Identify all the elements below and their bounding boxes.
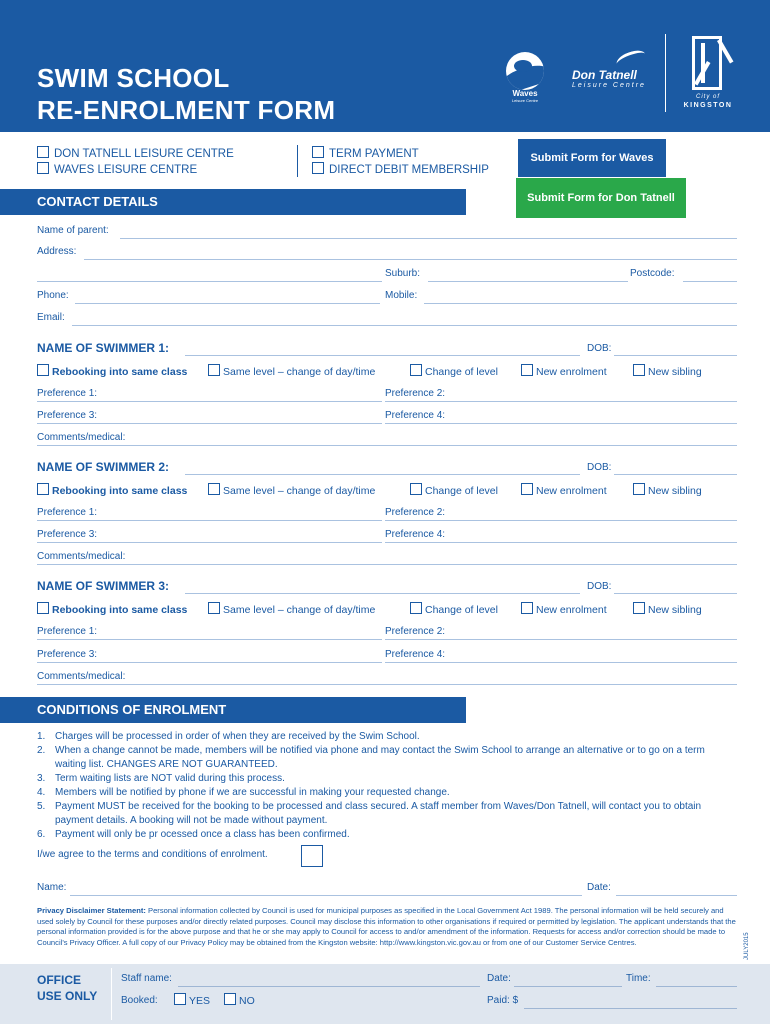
option-label: WAVES LEISURE CENTRE — [54, 164, 198, 176]
name-of-parent-field[interactable] — [120, 238, 737, 239]
kingston-name: KINGSTON — [683, 102, 733, 109]
swimmer-2-title: NAME OF SWIMMER 2: — [37, 460, 169, 474]
suburb-label: Suburb: — [385, 268, 421, 279]
mobile-field[interactable] — [424, 303, 737, 304]
checkbox[interactable] — [224, 993, 236, 1005]
swimmer-2-comments-label: Comments/medical: — [37, 551, 126, 562]
swimmer-3-pref1-field[interactable] — [37, 639, 382, 640]
swimmer-1-pref2-field[interactable] — [385, 401, 737, 402]
condition-item: 4. Members will be notified by phone if we are successful in making your requested change. — [37, 787, 450, 798]
signoff-date-field[interactable] — [616, 895, 737, 896]
checkbox[interactable] — [174, 993, 186, 1005]
submit-don-tatnell-button[interactable]: Submit Form for Don Tatnell — [516, 178, 686, 218]
swimmer-1-same-level[interactable]: Same level – change of day/time — [208, 364, 375, 378]
swimmer-1-dob-field[interactable] — [614, 355, 737, 356]
swimmer-3-comments-field[interactable] — [37, 684, 737, 685]
postcode-label: Postcode: — [630, 268, 675, 279]
form-title — [37, 62, 335, 126]
swimmer-1-pref4-field[interactable] — [385, 423, 737, 424]
swimmer-2-pref3-field[interactable] — [37, 542, 382, 543]
kingston-k-icon — [692, 36, 722, 90]
swimmer-3-pref4-label: Preference 4: — [385, 649, 446, 660]
form-version-date: JULY2015 — [744, 932, 750, 960]
checkbox[interactable] — [521, 602, 533, 614]
booked-no[interactable]: NO — [224, 993, 255, 1007]
office-use-title: OFFICE USE ONLY — [37, 973, 98, 1003]
privacy-text: Personal information collected by Council is used for municipal purposes as specified in the Local Government Act 1989. The personal information will be held securely and used solely by Council for these purposes and/or directly related purposes. Council may disclose this information to other organisations if required or permitted by legislation. The applicant understands that the personal information provided is for the above purpose and that he or she may apply to Council for access to and/or amendment of the information. Requests for access and/or correction should be made to Council's Privacy Officer. A full copy of our Privacy Policy may be obtained from the Kingston website: http://www.kingston.vic.gov.au or from one of our Customer Service Centres. — [37, 906, 736, 947]
swimmer-1-new-enrolment[interactable]: New enrolment — [521, 364, 607, 378]
swimmer-1-comments-field[interactable] — [37, 445, 737, 446]
email-label: Email: — [37, 312, 65, 323]
option-direct-debit[interactable] — [312, 162, 489, 176]
logo-divider — [665, 34, 666, 112]
don-tatnell-logo — [568, 52, 654, 92]
swimmer-2-pref3-label: Preference 3: — [37, 529, 98, 540]
swimmer-3-new-sibling[interactable]: New sibling — [633, 602, 702, 616]
swimmer-1-pref1-label: Preference 1: — [37, 388, 98, 399]
contact-details-heading: CONTACT DETAILS — [0, 189, 466, 215]
signoff-date-label: Date: — [587, 882, 611, 893]
checkbox[interactable] — [37, 602, 49, 614]
checkbox[interactable] — [410, 364, 422, 376]
swimmer-2-same-level[interactable]: Same level – change of day/time — [208, 483, 375, 497]
paid-label: Paid: $ — [487, 995, 519, 1006]
postcode-field[interactable] — [683, 281, 737, 282]
swimmer-3-new-enrolment[interactable]: New enrolment — [521, 602, 607, 616]
condition-item: 6. Payment will only be pr ocessed once a class has been confirmed. — [37, 829, 350, 840]
form-title-line1: SWIM SCHOOL — [37, 63, 230, 93]
checkbox[interactable] — [410, 483, 422, 495]
office-time-label: Time: — [626, 973, 651, 984]
option-waves[interactable] — [37, 162, 197, 176]
checkbox[interactable] — [208, 602, 220, 614]
signoff-name-label: Name: — [37, 882, 67, 893]
swimmer-2-new-enrolment[interactable]: New enrolment — [521, 483, 607, 497]
booked-label: Booked: — [121, 995, 158, 1006]
swimmer-3-dob-field[interactable] — [614, 593, 737, 594]
address-field[interactable] — [84, 259, 737, 260]
suburb-field[interactable] — [428, 281, 628, 282]
option-label: TERM PAYMENT — [329, 148, 419, 160]
paid-field[interactable] — [524, 1008, 737, 1009]
conditions-heading: CONDITIONS OF ENROLMENT — [0, 697, 466, 723]
swimmer-2-rebooking[interactable]: Rebooking into same class — [37, 483, 187, 497]
swimmer-2-pref4-label: Preference 4: — [385, 529, 446, 540]
swimmer-3-pref3-label: Preference 3: — [37, 649, 98, 660]
agree-terms-label: I/we agree to the terms and conditions of enrolment. — [37, 849, 268, 860]
swimmer-1-pref4-label: Preference 4: — [385, 410, 446, 421]
options-divider — [297, 145, 298, 177]
address-line2-field[interactable] — [37, 281, 382, 282]
checkbox[interactable] — [521, 483, 533, 495]
swimmer-2-pref2-label: Preference 2: — [385, 507, 446, 518]
swimmer-3-change-level[interactable]: Change of level — [410, 602, 498, 616]
phone-label: Phone: — [37, 290, 69, 301]
checkbox[interactable] — [37, 483, 49, 495]
swimmer-3-rebooking[interactable]: Rebooking into same class — [37, 602, 187, 616]
name-of-parent-label: Name of parent: — [37, 225, 109, 236]
booked-yes[interactable]: YES — [174, 993, 210, 1007]
swimmer-1-new-sibling[interactable]: New sibling — [633, 364, 702, 378]
swimmer-2-pref4-field[interactable] — [385, 542, 737, 543]
privacy-label: Privacy Disclaimer Statement: — [37, 906, 146, 915]
email-field[interactable] — [72, 325, 737, 326]
swimmer-3-name-field[interactable] — [185, 593, 580, 594]
office-use-panel — [0, 964, 770, 1024]
swimmer-3-same-level[interactable]: Same level – change of day/time — [208, 602, 375, 616]
don-tatnell-logo-text: Don Tatnell — [572, 68, 637, 82]
swimmer-2-pref1-field[interactable] — [37, 520, 382, 521]
checkbox[interactable] — [633, 364, 645, 376]
option-term-payment[interactable] — [312, 146, 419, 160]
checkbox[interactable] — [633, 602, 645, 614]
swimmer-3-title: NAME OF SWIMMER 3: — [37, 579, 169, 593]
condition-item: 5. Payment MUST be received for the booking to be processed and class secured. A staff member from Waves/Don Tatnell, will contact you to obtain payment details. A booking will not be made without payment. — [37, 801, 702, 826]
swimmer-2-name-field[interactable] — [185, 474, 580, 475]
kingston-logo — [682, 36, 734, 114]
swimmer-1-pref1-field[interactable] — [37, 401, 382, 402]
option-label: DIRECT DEBIT MEMBERSHIP — [329, 164, 489, 176]
swimmer-1-pref2-label: Preference 2: — [385, 388, 446, 399]
checkbox[interactable] — [521, 364, 533, 376]
swimmer-2-pref1-label: Preference 1: — [37, 507, 98, 518]
staff-name-field[interactable] — [178, 986, 480, 987]
swimmer-3-pref3-field[interactable] — [37, 662, 382, 663]
waves-wave-icon — [506, 52, 544, 90]
don-tatnell-logo-subtext: Leisure Centre — [572, 82, 646, 89]
swimmer-1-change-level[interactable]: Change of level — [410, 364, 498, 378]
staff-name-label: Staff name: — [121, 973, 172, 984]
swimmer-2-pref2-field[interactable] — [385, 520, 737, 521]
swimmer-2-change-level[interactable]: Change of level — [410, 483, 498, 497]
swimmer-1-pref3-field[interactable] — [37, 423, 382, 424]
office-date-label: Date: — [487, 973, 511, 984]
swimmer-1-dob-label: DOB: — [587, 343, 612, 354]
form-header — [0, 0, 770, 132]
checkbox[interactable] — [37, 146, 49, 158]
submit-waves-button[interactable]: Submit Form for Waves — [518, 139, 666, 177]
agree-terms-checkbox[interactable] — [301, 845, 323, 867]
checkbox[interactable] — [633, 483, 645, 495]
checkbox[interactable] — [208, 483, 220, 495]
swimmer-3-pref2-label: Preference 2: — [385, 626, 446, 637]
swimmer-1-title: NAME OF SWIMMER 1: — [37, 341, 169, 355]
form-title-line2: RE-ENROLMENT FORM — [37, 95, 336, 125]
office-date-field[interactable] — [514, 986, 622, 987]
checkbox[interactable] — [312, 162, 324, 174]
checkbox[interactable] — [312, 146, 324, 158]
checkbox[interactable] — [37, 162, 49, 174]
swimmer-1-comments-label: Comments/medical: — [37, 432, 126, 443]
phone-field[interactable] — [75, 303, 380, 304]
waves-logo — [502, 52, 548, 102]
option-don-tatnell[interactable] — [37, 146, 234, 160]
waves-logo-text: Waves — [512, 89, 538, 98]
swimmer-2-new-sibling[interactable]: New sibling — [633, 483, 702, 497]
swimmer-3-comments-label: Comments/medical: — [37, 671, 126, 682]
checkbox[interactable] — [208, 364, 220, 376]
option-label: DON TATNELL LEISURE CENTRE — [54, 148, 234, 160]
privacy-statement — [37, 906, 737, 948]
office-time-field[interactable] — [656, 986, 737, 987]
swimmer-1-pref3-label: Preference 3: — [37, 410, 98, 421]
swimmer-2-dob-label: DOB: — [587, 462, 612, 473]
address-label: Address: — [37, 246, 77, 257]
swimmer-1-name-field[interactable] — [185, 355, 580, 356]
swimmer-1-rebooking[interactable]: Rebooking into same class — [37, 364, 187, 378]
waves-logo-subtext: Leisure Centre — [511, 98, 539, 103]
checkbox[interactable] — [37, 364, 49, 376]
checkbox[interactable] — [410, 602, 422, 614]
condition-item: 2. When a change cannot be made, members will be notified via phone and may contact the Swim School to arrange an alternative or to go on a term waiting list. CHANGES ARE NOT GUARANTEED. — [37, 745, 705, 770]
kingston-city-of: City of — [695, 94, 720, 100]
swimmer-3-dob-label: DOB: — [587, 581, 612, 592]
swimmer-3-pref4-field[interactable] — [385, 662, 737, 663]
swimmer-3-pref1-label: Preference 1: — [37, 626, 98, 637]
condition-item: 3. Term waiting lists are NOT valid during this process. — [37, 773, 285, 784]
condition-item: 1. Charges will be processed in order of when they are received by the Swim School. — [37, 731, 420, 742]
office-divider — [111, 968, 112, 1020]
mobile-label: Mobile: — [385, 290, 418, 301]
swimmer-2-dob-field[interactable] — [614, 474, 737, 475]
conditions-list — [37, 730, 737, 842]
swimmer-2-comments-field[interactable] — [37, 564, 737, 565]
signoff-name-field[interactable] — [70, 895, 582, 896]
swimmer-3-pref2-field[interactable] — [385, 639, 737, 640]
